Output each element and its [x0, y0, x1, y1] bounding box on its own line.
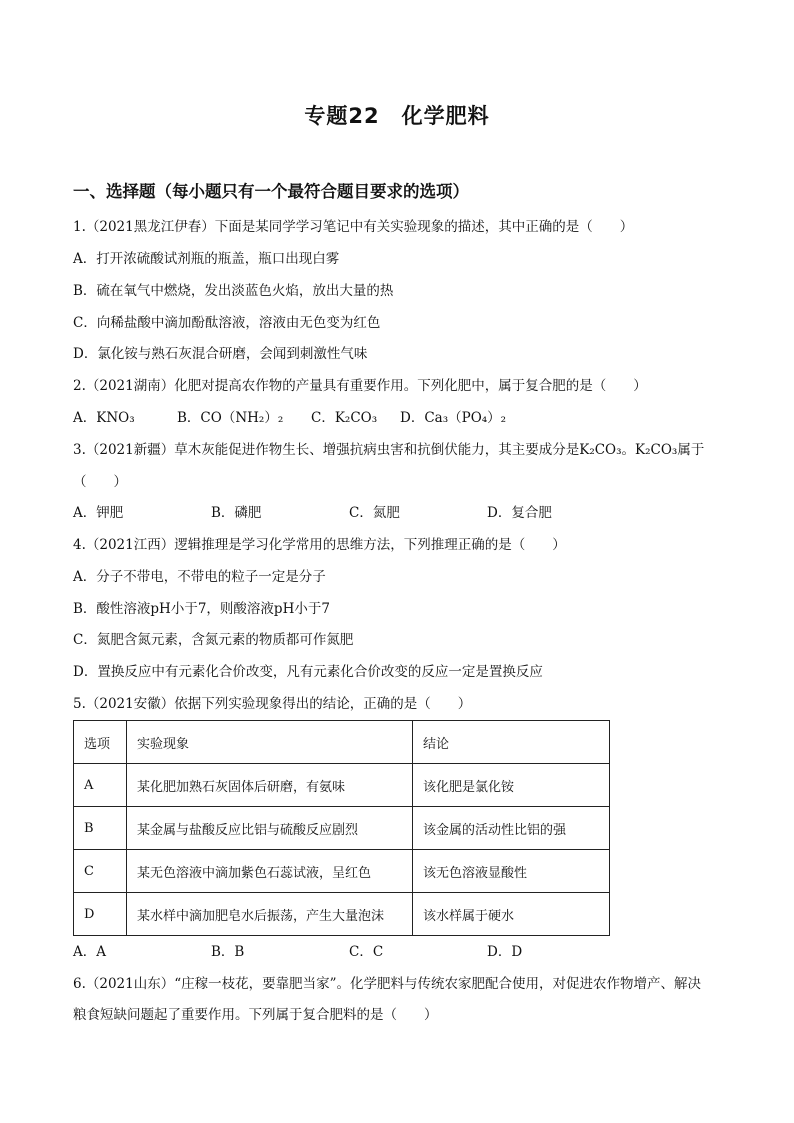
q3-stem-cont: （ ）	[73, 474, 127, 490]
page-title: 专题22 化学肥料	[304, 104, 490, 128]
q5-option-a: A．A	[73, 944, 106, 960]
table-row	[74, 764, 610, 807]
table-cell: C	[74, 850, 127, 893]
header-cell: 选项	[74, 721, 127, 764]
q4-option-b: B．酸性溶液pH小于7，则酸溶液pH小于7	[73, 601, 330, 617]
table-cell: 某金属与盐酸反应比铝与硫酸反应剧烈	[127, 807, 413, 850]
table-cell: 某无色溶液中滴加紫色石蕊试液，呈红色	[127, 850, 413, 893]
q2-options	[73, 408, 506, 428]
q2-option-c: C．K₂CO₃	[311, 410, 378, 426]
q1-option-b: B．硫在氧气中燃烧，发出淡蓝色火焰，放出大量的热	[73, 283, 394, 299]
q1-option-a: A．打开浓硫酸试剂瓶的瓶盖，瓶口出现白雾	[73, 251, 340, 267]
q5-options	[73, 942, 522, 962]
q4-option-a: A．分子不带电，不带电的粒子一定是分子	[73, 569, 326, 585]
q5-option-c: C．C	[349, 944, 384, 960]
table-row	[74, 893, 610, 936]
q2-option-d: D．Ca₃（PO₄）₂	[400, 410, 507, 426]
table-cell: A	[74, 764, 127, 807]
q4-option-c: C．氮肥含氮元素，含氮元素的物质都可作氮肥	[73, 632, 354, 648]
q2-option-a: A．KNO₃	[73, 410, 135, 426]
header-cell: 实验现象	[127, 721, 413, 764]
q5-stem: 5.（2021安徽）依据下列实验现象得出的结论，正确的是（ ）	[73, 696, 472, 712]
table-cell: 某水样中滴加肥皂水后振荡，产生大量泡沫	[127, 893, 413, 936]
q5-option-d: D．D	[487, 944, 523, 960]
q2-stem: 2.（2021湖南）化肥对提高农作物的产量具有重要作用。下列化肥中，属于复合肥的是（ ）	[73, 378, 647, 394]
q3-options	[73, 503, 552, 523]
q6-stem-cont: 粮食短缺问题起了重要作用。下列属于复合肥料的是（ ）	[73, 1007, 438, 1023]
q3-stem: 3.（2021新疆）草木灰能促进作物生长、增强抗病虫害和抗倒伏能力，其主要成分是K₂CO₃。K₂CO₃属于	[73, 442, 705, 458]
table-cell: 该无色溶液显酸性	[413, 850, 610, 893]
table-row	[74, 850, 610, 893]
table-cell: B	[74, 807, 127, 850]
q1-option-d: D．氯化铵与熟石灰混合研磨，会闻到刺激性气味	[73, 346, 368, 362]
q4-option-d: D．置换反应中有元素化合价改变，凡有元素化合价改变的反应一定是置换反应	[73, 664, 543, 680]
q1-option-c: C．向稀盐酸中滴加酚酞溶液，溶液由无色变为红色	[73, 315, 381, 331]
table-cell: 该化肥是氯化铵	[413, 764, 610, 807]
q3-option-a: A．钾肥	[73, 505, 124, 521]
table-cell: D	[74, 893, 127, 936]
q4-stem: 4.（2021江西）逻辑推理是学习化学常用的思维方法，下列推理正确的是（ ）	[73, 537, 566, 553]
section-heading: 一、选择题（每小题只有一个最符合题目要求的选项）	[73, 182, 469, 201]
q1-stem: 1.（2021黑龙江伊春）下面是某同学学习笔记中有关实验现象的描述，其中正确的是（ ）	[73, 219, 634, 235]
q3-option-b: B．磷肥	[211, 505, 262, 521]
q3-option-d: D．复合肥	[487, 505, 552, 521]
q6-stem: 6.（2021山东）“庄稼一枝花，要靠肥当家”。化学肥料与传统农家肥配合使用，对促进农作物增产、解决	[73, 976, 702, 992]
q3-option-c: C．氮肥	[349, 505, 400, 521]
q5-table	[73, 720, 610, 936]
table-cell: 某化肥加熟石灰固体后研磨，有氨味	[127, 764, 413, 807]
table-cell: 该水样属于硬水	[413, 893, 610, 936]
q2-option-b: B．CO（NH₂）₂	[177, 410, 284, 426]
header-cell: 结论	[413, 721, 610, 764]
table-row	[74, 807, 610, 850]
table-cell: 该金属的活动性比铝的强	[413, 807, 610, 850]
table-header-row	[74, 721, 610, 764]
q5-option-b: B．B	[211, 944, 245, 960]
